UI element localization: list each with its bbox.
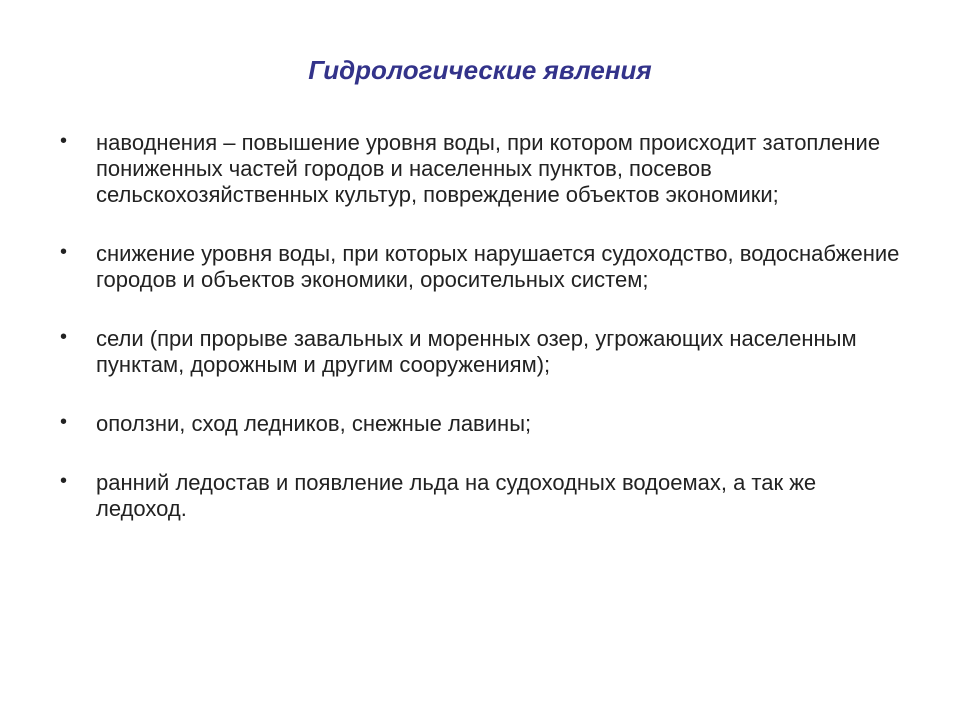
bullet-item-low-water — [60, 241, 910, 293]
slide-title: Гидрологические явления — [308, 55, 652, 85]
bullet-icon: • — [60, 130, 68, 152]
bullet-item-mudflows — [60, 326, 910, 378]
bullet-text: оползни, сход ледников, снежные лавины; — [96, 411, 532, 436]
bullet-text: ранний ледостав и появление льда на судоходных водоемах, а так же ледоход. — [96, 470, 817, 521]
bullet-icon: • — [60, 470, 68, 492]
bullet-icon: • — [60, 326, 68, 348]
bullet-item-floods — [60, 130, 910, 208]
bullet-list — [60, 130, 910, 555]
bullet-item-ice — [60, 470, 910, 522]
bullet-icon: • — [60, 241, 68, 263]
bullet-item-landslides — [60, 411, 910, 437]
bullet-text: наводнения – повышение уровня воды, при котором происходит затопление пониженных частей городов и населенных пунктов, посевов сельскохозяйственных культур, повреждение объектов экономики; — [96, 130, 881, 207]
bullet-text: снижение уровня воды, при которых нарушается судоходство, водоснабжение городов и объектов экономики, оросительных систем; — [96, 241, 900, 292]
bullet-text: сели (при прорыве завальных и моренных озер, угрожающих населенным пунктам, дорожным и другим сооружениям); — [96, 326, 857, 377]
bullet-icon: • — [60, 411, 68, 433]
